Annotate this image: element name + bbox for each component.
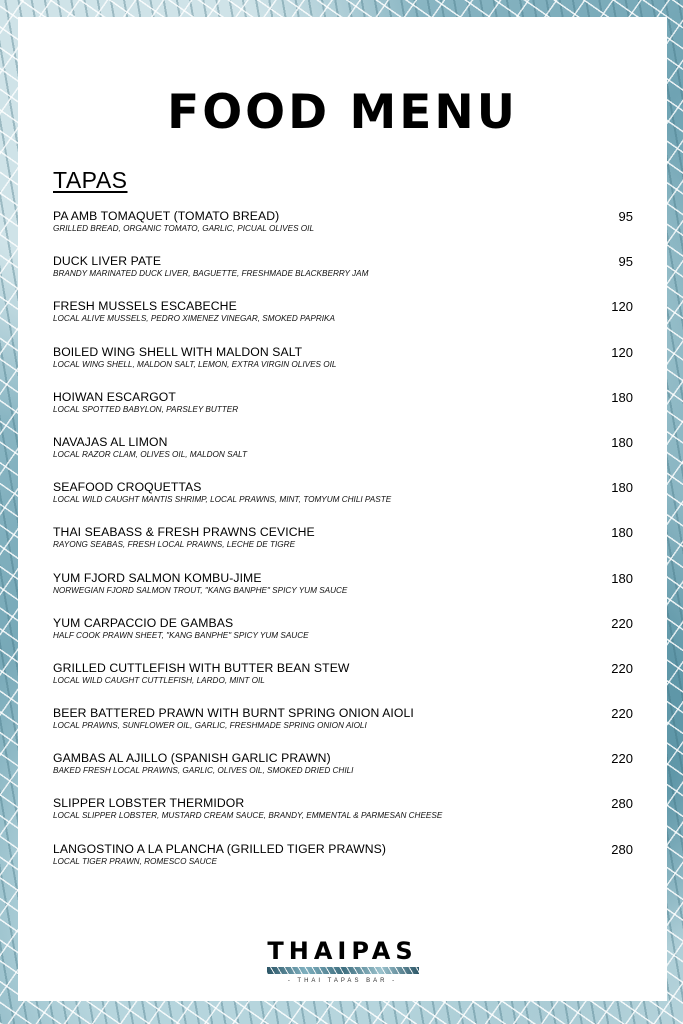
menu-item-name: HOIWAN ESCARGOT: [53, 389, 176, 404]
menu-item-description: LOCAL ALIVE MUSSELS, PEDRO XIMENEZ VINEGAR, SMOKED PAPRIKA: [53, 314, 335, 324]
menu-item: [53, 706, 633, 751]
menu-item-price: 95: [618, 254, 633, 270]
menu-item-name: BOILED WING SHELL WITH MALDON SALT: [53, 344, 303, 359]
menu-item-price: 180: [611, 480, 633, 496]
menu-item-price: 280: [611, 841, 633, 857]
menu-item-price: 220: [611, 660, 633, 676]
menu-item-description: BAKED FRESH LOCAL PRAWNS, GARLIC, OLIVES OIL, SMOKED DRIED CHILI: [53, 766, 354, 776]
menu-item-name: SEAFOOD CROQUETTAS: [53, 480, 202, 495]
menu-item-name: FRESH MUSSELS ESCABECHE: [53, 299, 237, 314]
menu-item: [53, 345, 633, 390]
menu-item-price: 220: [611, 706, 633, 722]
menu-item: [53, 616, 633, 661]
menu-item-price: 180: [611, 434, 633, 450]
menu-item: [53, 751, 633, 796]
menu-item-description: GRILLED BREAD, ORGANIC TOMATO, GARLIC, PICUAL OLIVES OIL: [53, 224, 315, 233]
menu-item: [53, 842, 633, 887]
menu-item-price: 95: [618, 209, 633, 224]
menu-item-name: NAVAJAS AL LIMON: [53, 434, 168, 449]
menu-item: [53, 390, 633, 435]
menu-item-description: HALF COOK PRAWN SHEET, "KANG BANPHE" SPICY YUM SAUCE: [53, 630, 309, 640]
menu-item: [53, 661, 633, 706]
menu-item-description: LOCAL PRAWNS, SUNFLOWER OIL, GARLIC, FRESHMADE SPRING ONION AIOLI: [53, 721, 367, 731]
menu-item-name: BEER BATTERED PRAWN WITH BURNT SPRING ONION AIOLI: [53, 706, 414, 721]
menu-page: [18, 17, 667, 1001]
brand-name: THAIPAS: [267, 937, 418, 965]
menu-item: [53, 480, 633, 525]
menu-item-name: GRILLED CUTTLEFISH WITH BUTTER BEAN STEW: [53, 660, 350, 675]
menu-item: [53, 796, 633, 841]
menu-item-price: 120: [611, 344, 633, 360]
menu-item-name: DUCK LIVER PATE: [53, 254, 162, 269]
menu-item-price: 180: [611, 570, 633, 586]
menu-item-description: RAYONG SEABAS, FRESH LOCAL PRAWNS, LECHE DE TIGRE: [53, 540, 296, 550]
brand-tagline: - THAI TAPAS BAR -: [287, 978, 398, 984]
section-title-tapas: TAPAS: [53, 167, 128, 193]
menu-item-description: LOCAL SPOTTED BABYLON, PARSLEY BUTTER: [53, 404, 239, 414]
menu-item: [53, 435, 633, 480]
menu-item-description: LOCAL WILD CAUGHT CUTTLEFISH, LARDO, MINT OIL: [53, 675, 265, 685]
menu-item-description: LOCAL TIGER PRAWN, ROMESCO SAUCE: [53, 856, 217, 866]
menu-item-description: LOCAL RAZOR CLAM, OLIVES OIL, MALDON SALT: [53, 449, 247, 459]
menu-item-description: LOCAL WILD CAUGHT MANTIS SHRIMP, LOCAL PRAWNS, MINT, TOMYUM CHILI PASTE: [53, 495, 392, 505]
menu-item-name: SLIPPER LOBSTER THERMIDOR: [53, 796, 245, 811]
menu-item: [53, 254, 633, 299]
menu-item-name: THAI SEABASS & FRESH PRAWNS CEVICHE: [53, 525, 315, 540]
menu-item-price: 180: [611, 389, 633, 405]
menu-items-list: [53, 209, 633, 887]
menu-item-description: LOCAL WING SHELL, MALDON SALT, LEMON, EXTRA VIRGIN OLIVES OIL: [53, 359, 337, 369]
menu-item: [53, 209, 633, 254]
menu-item-price: 280: [611, 796, 633, 812]
menu-item-name: YUM CARPACCIO DE GAMBAS: [53, 615, 234, 630]
menu-item-description: LOCAL SLIPPER LOBSTER, MUSTARD CREAM SAUCE, BRANDY, EMMENTAL & PARMESAN CHEESE: [53, 811, 443, 821]
menu-item: [53, 299, 633, 344]
menu-item-description: BRANDY MARINATED DUCK LIVER, BAGUETTE, FRESHMADE BLACKBERRY JAM: [53, 269, 369, 279]
brand-logo: [18, 937, 667, 985]
menu-item-name: YUM FJORD SALMON KOMBU-JIME: [53, 570, 262, 585]
menu-item: [53, 525, 633, 570]
mosaic-band-decoration: [267, 967, 419, 974]
menu-item: [53, 571, 633, 616]
menu-item-name: LANGOSTINO A LA PLANCHA (GRILLED TIGER PRAWNS): [53, 841, 387, 856]
menu-item-price: 220: [611, 751, 633, 767]
menu-item-name: GAMBAS AL AJILLO (SPANISH GARLIC PRAWN): [53, 751, 331, 766]
menu-item-name: PA AMB TOMAQUET (TOMATO BREAD): [53, 209, 280, 223]
menu-title: FOOD MENU: [167, 85, 518, 140]
menu-item-price: 180: [611, 525, 633, 541]
menu-item-description: NORWEGIAN FJORD SALMON TROUT, "KANG BANPHE" SPICY YUM SAUCE: [53, 585, 348, 595]
menu-item-price: 120: [611, 299, 633, 315]
menu-item-price: 220: [611, 615, 633, 631]
